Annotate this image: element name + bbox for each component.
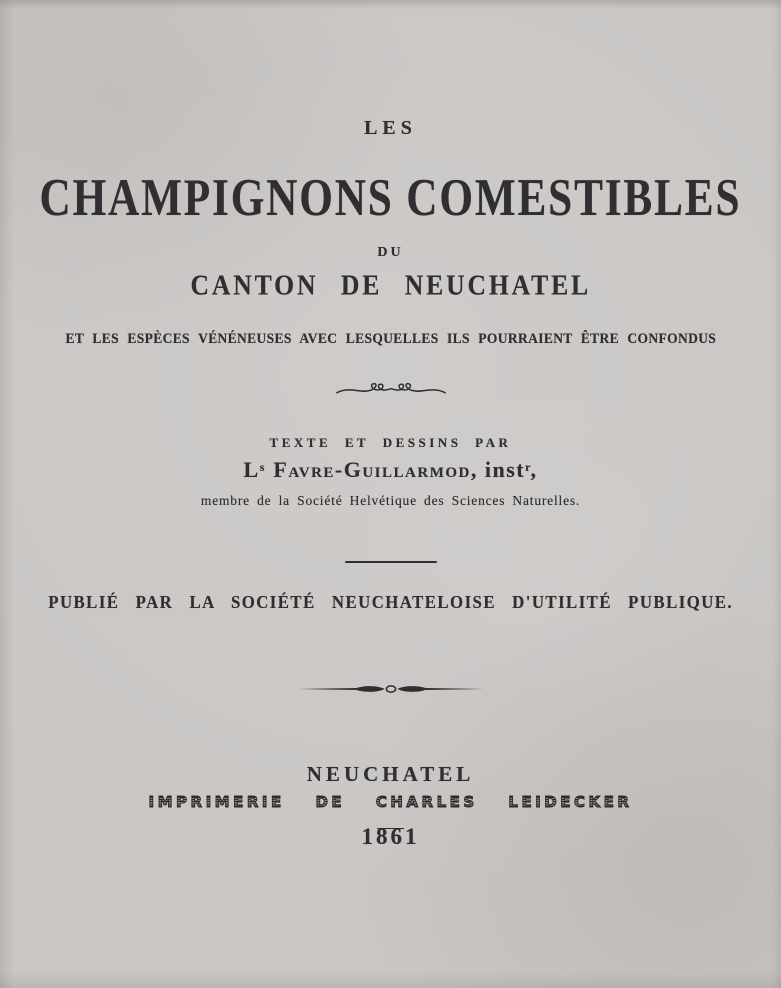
page-title-text: CHAMPIGNONS COMESTIBLES	[39, 168, 742, 228]
page-title	[0, 168, 781, 228]
author-prefix: L	[243, 457, 260, 482]
subtitle	[0, 331, 781, 348]
author-punctuation: ,	[530, 457, 538, 482]
series-label: LES	[364, 117, 417, 139]
divider-rule	[0, 550, 781, 568]
publisher-line	[0, 592, 781, 613]
region-title-text: CANTON DE NEUCHATEL	[190, 269, 591, 301]
author-prefix-superscript: s	[259, 460, 265, 474]
imprint-printer: IMPRIMERIE DE CHARLES LEIDECKER	[0, 793, 781, 811]
region-title	[0, 270, 781, 301]
author-affiliation: membre de la Société Helvétique des Sciences Naturelles.	[200, 493, 581, 508]
author-line	[0, 457, 781, 483]
author-role: inst	[484, 457, 526, 482]
tapered-rule-ornament-icon	[0, 680, 781, 703]
flourish-ornament-icon	[0, 374, 781, 407]
publisher-line-text: PUBLIÉ PAR LA SOCIÉTÉ NEUCHATELOISE D'UTILITÉ PUBLIQUE.	[48, 592, 733, 612]
title-connector: DU	[377, 245, 404, 260]
author-surname: Favre-Guillarmod,	[273, 457, 478, 482]
subtitle-text: ET LES ESPÈCES VÉNÉNEUSES AVEC LESQUELLES ILS POURRAIENT ÊTRE CONFONDUS	[65, 331, 716, 347]
imprint-city: NEUCHATEL	[306, 762, 475, 786]
byline-label: TEXTE ET DESSINS PAR	[269, 435, 512, 450]
imprint-year: 1861	[361, 824, 420, 849]
author-role-superscript: r	[525, 460, 531, 474]
